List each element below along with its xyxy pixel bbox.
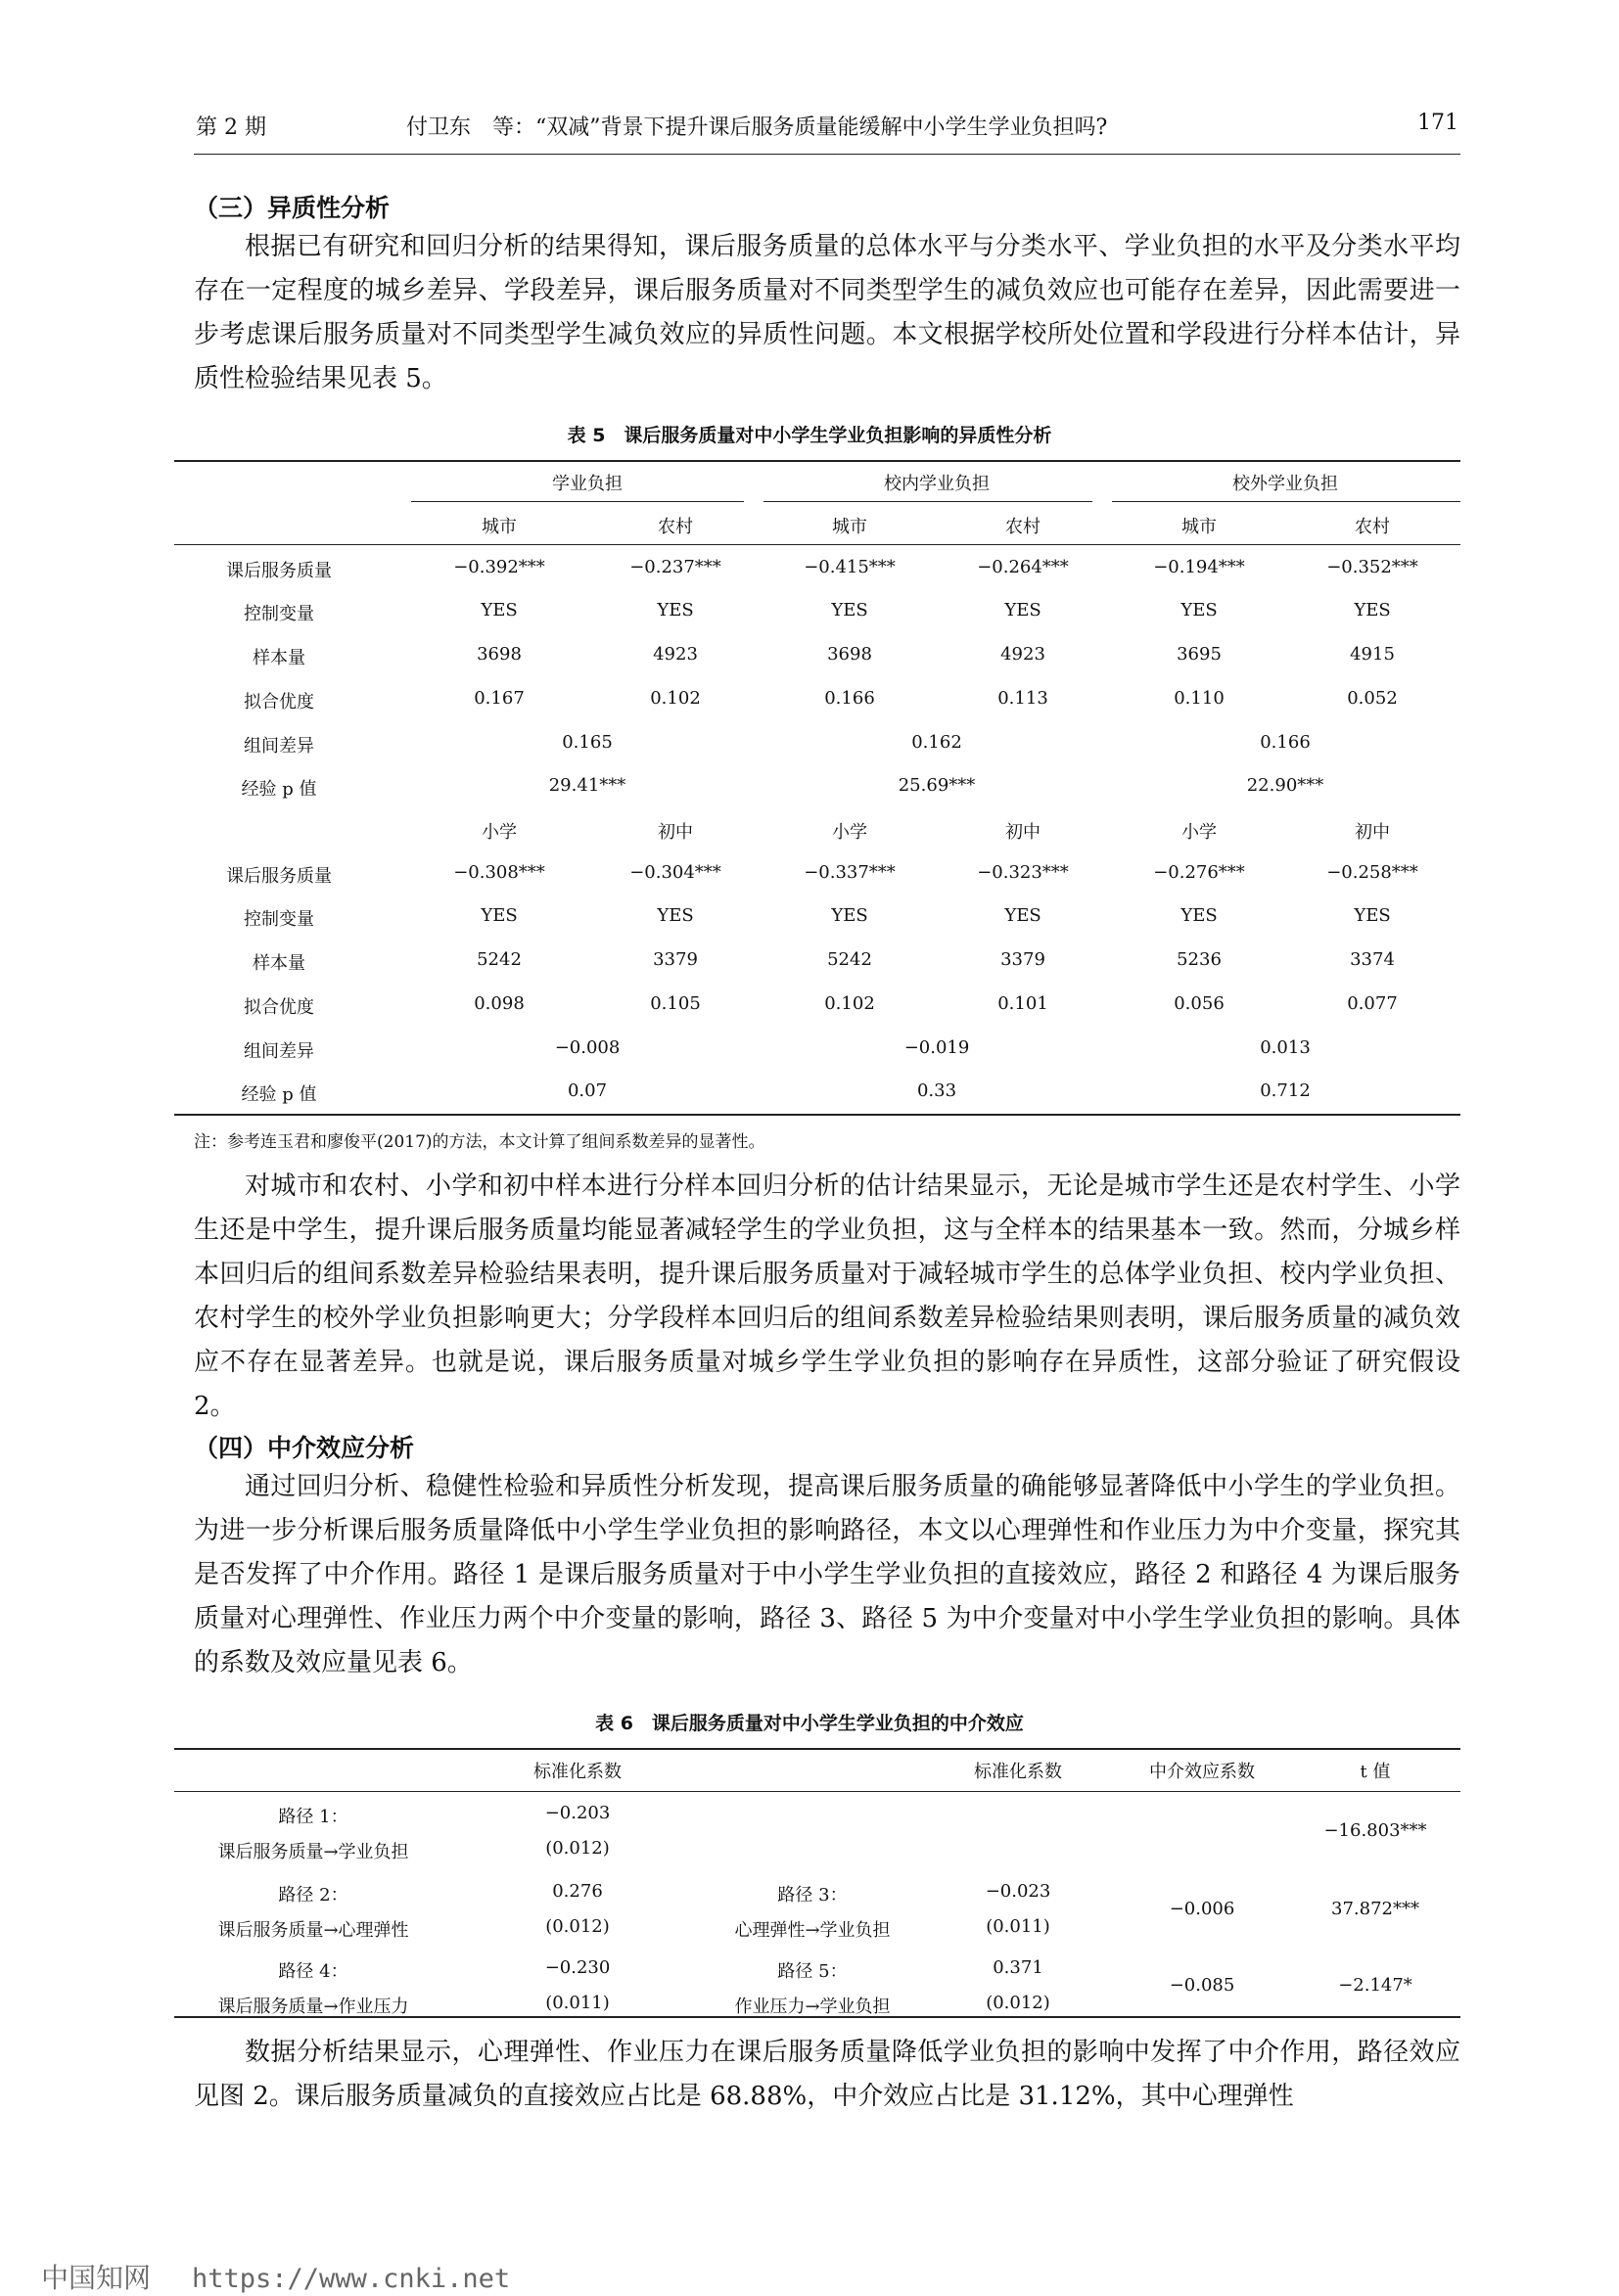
footer-brand: 中国知网	[41, 2262, 152, 2294]
table6-header-rule	[174, 1791, 1460, 1792]
section-heading-mediation: （四）中介效应分析	[194, 1434, 415, 1462]
header-rule	[194, 154, 1460, 155]
table6-top-rule	[174, 1748, 1460, 1750]
table5-sub-rule	[174, 544, 1460, 545]
table5-cell: YES	[831, 905, 868, 927]
table5-cell: −0.323***	[977, 861, 1069, 883]
section4-paragraph	[194, 1465, 1460, 1685]
table5-cell: 0.013	[1260, 1036, 1311, 1058]
table5-row-label: 拟合优度	[244, 996, 314, 1018]
table5-cell: 0.056	[1174, 992, 1225, 1014]
table5-cell: 0.162	[911, 731, 962, 753]
table5-cell: YES	[481, 600, 518, 621]
table5-cell: YES	[481, 905, 518, 927]
table5-cell: 5242	[477, 949, 522, 971]
table5-cell: YES	[1180, 600, 1218, 621]
table5-row-label: 样本量	[253, 953, 305, 975]
table5-cell: 0.167	[474, 687, 525, 709]
table5-cell: 22.90***	[1246, 775, 1324, 797]
table5-cell: 0.101	[997, 992, 1048, 1014]
table5-sub-header: 小学	[832, 822, 867, 843]
paragraph-text: 通过回归分析、稳健性检验和异质性分析发现，提高课后服务质量的确能够显著降低中小学生的学业负担。为进一步分析课后服务质量降低中小学生学业负担的影响路径，本文以心理弹性和作业压力为中介变量，探究其是否发挥了中介作用。路径 1 是课后服务质量对于中小学生学业负担的直接效应，路径 2 和路径 4 为课后服务质量对心理弹性、作业压力两个中介变量的影响，路径 3、路径 5 为中介变量对中小学生学业负担的影响。具体的系数及效应量见表 6。	[194, 1472, 1460, 1677]
table5-row-label: 样本量	[253, 648, 305, 669]
table5-row-label: 组间差异	[244, 735, 314, 757]
table5-row-label: 控制变量	[244, 909, 314, 931]
table5-cell: YES	[657, 905, 694, 927]
table5-cell: 0.166	[1260, 731, 1311, 753]
table5-cell: 3374	[1350, 949, 1395, 971]
table6-header: 中介效应系数	[1149, 1762, 1255, 1782]
table6-path-desc: 课后服务质量→学业负担	[217, 1842, 409, 1862]
table5-cell: −0.304***	[629, 861, 721, 883]
table6-path-label: 路径 5：	[777, 1961, 848, 1982]
paragraph-text: 对城市和农村、小学和初中样本进行分样本回归分析的估计结果显示，无论是城市学生还是农村学生、小学生还是中学生，提升课后服务质量均能显著减轻学生的学业负担，这与全样本的结果基本一致。然而，分城乡样本回归后的组间系数差异检验结果表明，提升课后服务质量对于减轻城市学生的总体学业负担、校内学业负担、农村学生的校外学业负担影响更大；分学段样本回归后的组间系数差异检验结果则表明，课后服务质量的减负效应不存在显著差异。也就是说，课后服务质量对城乡学生学业负担的影响存在异质性，这部分验证了研究假设 2。	[194, 1171, 1460, 1421]
table5-row-label: 课后服务质量	[226, 865, 332, 887]
page-number: 171	[1417, 111, 1458, 135]
table5-group-header: 校内学业负担	[884, 474, 990, 494]
table5-cell: −0.337***	[804, 861, 896, 883]
table5-top-rule	[174, 460, 1460, 462]
table5-sub-header: 小学	[1181, 822, 1217, 843]
table5-cell: 0.102	[824, 992, 875, 1014]
table5-cell: 0.07	[567, 1080, 608, 1102]
table5-cell: 0.105	[650, 992, 701, 1014]
table5-cell: −0.194***	[1153, 556, 1245, 577]
table6-header: 标准化系数	[974, 1762, 1062, 1782]
table5-cell: 29.41***	[548, 775, 626, 797]
table5-sub-header: 城市	[482, 517, 517, 537]
table5-group-header: 校外学业负担	[1232, 474, 1338, 494]
running-title: 付卫东 等：“双减”背景下提升课后服务质量能缓解中小学生学业负担吗?	[406, 115, 1108, 140]
table5-cell: 0.102	[650, 687, 701, 709]
table5-cell: 3695	[1177, 644, 1222, 666]
table6-path-label: 路径 4：	[278, 1961, 348, 1982]
table6-cell: −0.230	[544, 1957, 611, 1978]
table5-row-label: 拟合优度	[244, 691, 314, 712]
table5-row-label: 控制变量	[244, 604, 314, 625]
after-table5-paragraph	[194, 1165, 1460, 1429]
table5-cell: −0.008	[554, 1036, 621, 1058]
table5-cell: −0.237***	[629, 556, 721, 577]
table6-path-label: 路径 3：	[777, 1885, 848, 1906]
table6-header: 标准化系数	[533, 1762, 622, 1782]
table5-cell: 4923	[653, 644, 698, 666]
table5-cell: −0.264***	[977, 556, 1069, 577]
table5-cell: 0.052	[1347, 687, 1398, 709]
table5-sub-header: 初中	[1005, 822, 1041, 843]
table5-cell: 0.098	[474, 992, 525, 1014]
table5-group-rule	[763, 501, 1092, 502]
table5-sub-header: 农村	[1355, 517, 1390, 537]
table5-row-label: 经验 p 值	[241, 1084, 317, 1106]
table5-row-label: 经验 p 值	[241, 779, 317, 801]
table5-cell: −0.352***	[1326, 556, 1418, 577]
table6-path-desc: 心理弹性→学业负担	[734, 1920, 891, 1941]
table5-sub-header: 初中	[1355, 822, 1390, 843]
table5-cell: 0.077	[1347, 992, 1398, 1014]
table5-cell: 3698	[827, 644, 872, 666]
table5-cell: YES	[1180, 905, 1218, 927]
table5-sub-header: 初中	[658, 822, 693, 843]
table5-cell: 5242	[827, 949, 872, 971]
table5-cell: −0.308***	[453, 861, 545, 883]
table5-cell: −0.276***	[1153, 861, 1245, 883]
running-header	[196, 111, 1458, 146]
table6-cell: 0.371	[993, 1957, 1043, 1978]
table5-cell: 25.69***	[898, 775, 976, 797]
table6-cell: −16.803***	[1323, 1820, 1427, 1841]
table5-row-label: 组间差异	[244, 1040, 314, 1062]
table6-path-desc: 课后服务质量→心理弹性	[217, 1920, 409, 1941]
table5-cell: 4915	[1350, 644, 1395, 666]
table5-group-header: 学业负担	[552, 474, 623, 494]
table5-cell: −0.258***	[1326, 861, 1418, 883]
table5-note: 注：参考连玉君和廖俊平(2017)的方法，本文计算了组间系数差异的显著性。	[194, 1132, 765, 1152]
table5-cell: YES	[657, 600, 694, 621]
table5-cell: 3379	[653, 949, 698, 971]
table6-bottom-rule	[174, 2016, 1460, 2018]
table6-cell: (0.012)	[545, 1916, 610, 1937]
table5-caption: 表 5 课后服务质量对中小学生学业负担影响的异质性分析	[567, 425, 1052, 446]
table5-cell: YES	[1004, 905, 1041, 927]
table5-cell: 3698	[477, 644, 522, 666]
table6-path-desc: 课后服务质量→作业压力	[217, 1997, 409, 2017]
table5-sub-header: 城市	[1181, 517, 1217, 537]
table5-cell: 4923	[1000, 644, 1045, 666]
paragraph-text: 根据已有研究和回归分析的结果得知，课后服务质量的总体水平与分类水平、学业负担的水平及分类水平均存在一定程度的城乡差异、学段差异，课后服务质量对不同类型学生的减负效应也可能存在差异，因此需要进一步考虑课后服务质量对不同类型学生减负效应的异质性问题。本文根据学校所处位置和学段进行分样本估计，异质性检验结果见表 5。	[194, 232, 1460, 393]
table5-bottom-rule	[174, 1114, 1460, 1116]
footer-watermark	[41, 2257, 510, 2296]
table5-row-label: 课后服务质量	[226, 560, 332, 581]
table5-cell: 0.33	[916, 1080, 957, 1102]
table6-cell: −0.203	[544, 1803, 611, 1823]
issue-number: 第 2 期	[196, 115, 266, 140]
table6-header: t 值	[1360, 1762, 1391, 1782]
table5-group-rule	[1112, 501, 1460, 502]
table6-cell: 37.872***	[1331, 1899, 1419, 1919]
table5-sub-header: 小学	[482, 822, 517, 843]
table5-cell: 0.110	[1174, 687, 1225, 709]
table6-cell: −0.006	[1169, 1899, 1235, 1919]
table5-cell: −0.415***	[804, 556, 896, 577]
table6-cell: (0.011)	[545, 1993, 610, 2013]
table5-cell: YES	[831, 600, 868, 621]
table6-cell: −0.085	[1169, 1975, 1235, 1996]
table5-cell: YES	[1354, 905, 1391, 927]
table5-cell: YES	[1004, 600, 1041, 621]
table5-cell: YES	[1354, 600, 1391, 621]
paragraph-text: 数据分析结果显示，心理弹性、作业压力在课后服务质量降低学业负担的影响中发挥了中介作用，路径效应见图 2。课后服务质量减负的直接效应占比是 68.88%，中介效应占比是 31.12%，其中心理弹性	[194, 2038, 1460, 2111]
table5-cell: −0.019	[903, 1036, 970, 1058]
table6-cell: −0.023	[985, 1881, 1051, 1902]
table6-cell: (0.012)	[545, 1838, 610, 1859]
table6-cell: 0.276	[552, 1881, 603, 1902]
table6-cell: (0.011)	[986, 1916, 1050, 1937]
footer-url[interactable]: https://www.cnki.net	[192, 2264, 511, 2294]
table5-cell: −0.392***	[453, 556, 545, 577]
table5-cell: 0.712	[1260, 1080, 1311, 1102]
table6-path-desc: 作业压力→学业负担	[734, 1997, 891, 2017]
table5-cell: 0.113	[997, 687, 1048, 709]
section-heading-heterogeneity: （三）异质性分析	[194, 194, 391, 222]
table6-path-label: 路径 2：	[278, 1885, 348, 1906]
table5-cell: 5236	[1177, 949, 1222, 971]
table6-path-label: 路径 1：	[278, 1807, 348, 1827]
table5-cell: 0.165	[562, 731, 613, 753]
after-table6-paragraph	[194, 2031, 1460, 2119]
table5-group-rule	[411, 501, 744, 502]
table5-cell: 3379	[1000, 949, 1045, 971]
table5-sub-header: 城市	[832, 517, 867, 537]
table6-cell: (0.012)	[986, 1993, 1050, 2013]
table5-sub-header: 农村	[658, 517, 693, 537]
table6-caption: 表 6 课后服务质量对中小学生学业负担的中介效应	[595, 1713, 1024, 1734]
section3-paragraph	[194, 225, 1460, 401]
table5-cell: 0.166	[824, 687, 875, 709]
table6-cell: −2.147*	[1338, 1975, 1412, 1996]
table5-sub-header: 农村	[1005, 517, 1041, 537]
